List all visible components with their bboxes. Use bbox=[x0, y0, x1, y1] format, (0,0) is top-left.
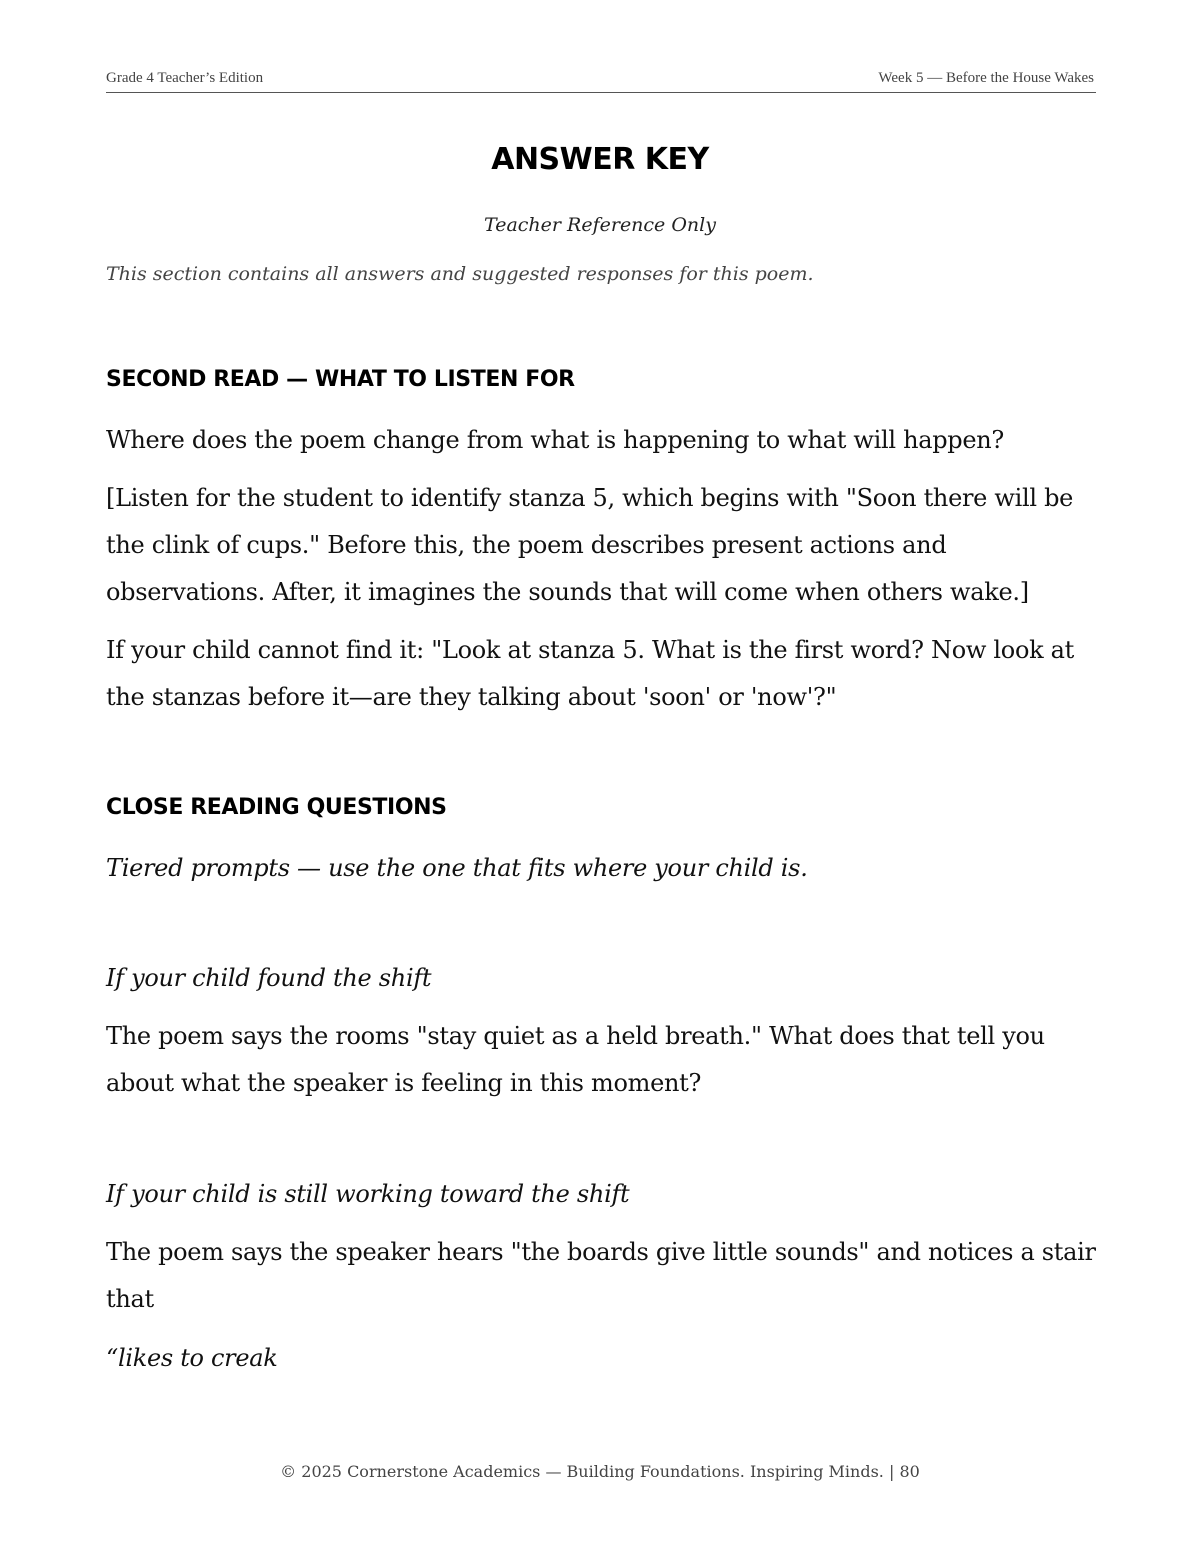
tier2-label: If your child is still working toward the shift bbox=[106, 1180, 630, 1208]
tier1-prompt: The poem says the rooms "stay quiet as a held breath." What does that tell you about what the speaker is feeling in this moment? bbox=[106, 1022, 1045, 1097]
page-footer: © 2025 Cornerstone Academics — Building Foundations. Inspiring Minds. | 80 bbox=[280, 1462, 920, 1481]
second-read-support: If your child cannot find it: "Look at stanza 5. What is the first word? Now look at the stanzas before it—are they talking about 'soon' or 'now'?" bbox=[106, 636, 1075, 711]
second-read-heading: SECOND READ — WHAT TO LISTEN FOR bbox=[106, 367, 575, 392]
header-edition: Grade 4 Teacher’s Edition bbox=[106, 70, 264, 86]
header-week-title: Week 5 — Before the House Wakes bbox=[878, 70, 1094, 86]
close-reading-heading: CLOSE READING QUESTIONS bbox=[106, 795, 447, 820]
tier2-quote: “likes to creak bbox=[106, 1344, 278, 1372]
page-title: ANSWER KEY bbox=[491, 142, 709, 177]
page-subtitle: Teacher Reference Only bbox=[484, 214, 716, 236]
close-reading-intro: Tiered prompts — use the one that fits where your child is. bbox=[106, 854, 808, 882]
second-read-answer: [Listen for the student to identify stanza 5, which begins with "Soon there will be the clink of cups." Before this, the poem describes present actions and observations. After, it imagines the sounds that will come when others wake.] bbox=[106, 484, 1074, 606]
page-header bbox=[106, 68, 1096, 93]
tier1-label: If your child found the shift bbox=[106, 964, 432, 992]
intro-note: This section contains all answers and suggested responses for this poem. bbox=[106, 263, 814, 285]
tier2-prompt: The poem says the speaker hears "the boards give little sounds" and notices a stair that bbox=[106, 1238, 1096, 1313]
second-read-question: Where does the poem change from what is happening to what will happen? bbox=[106, 426, 1004, 454]
